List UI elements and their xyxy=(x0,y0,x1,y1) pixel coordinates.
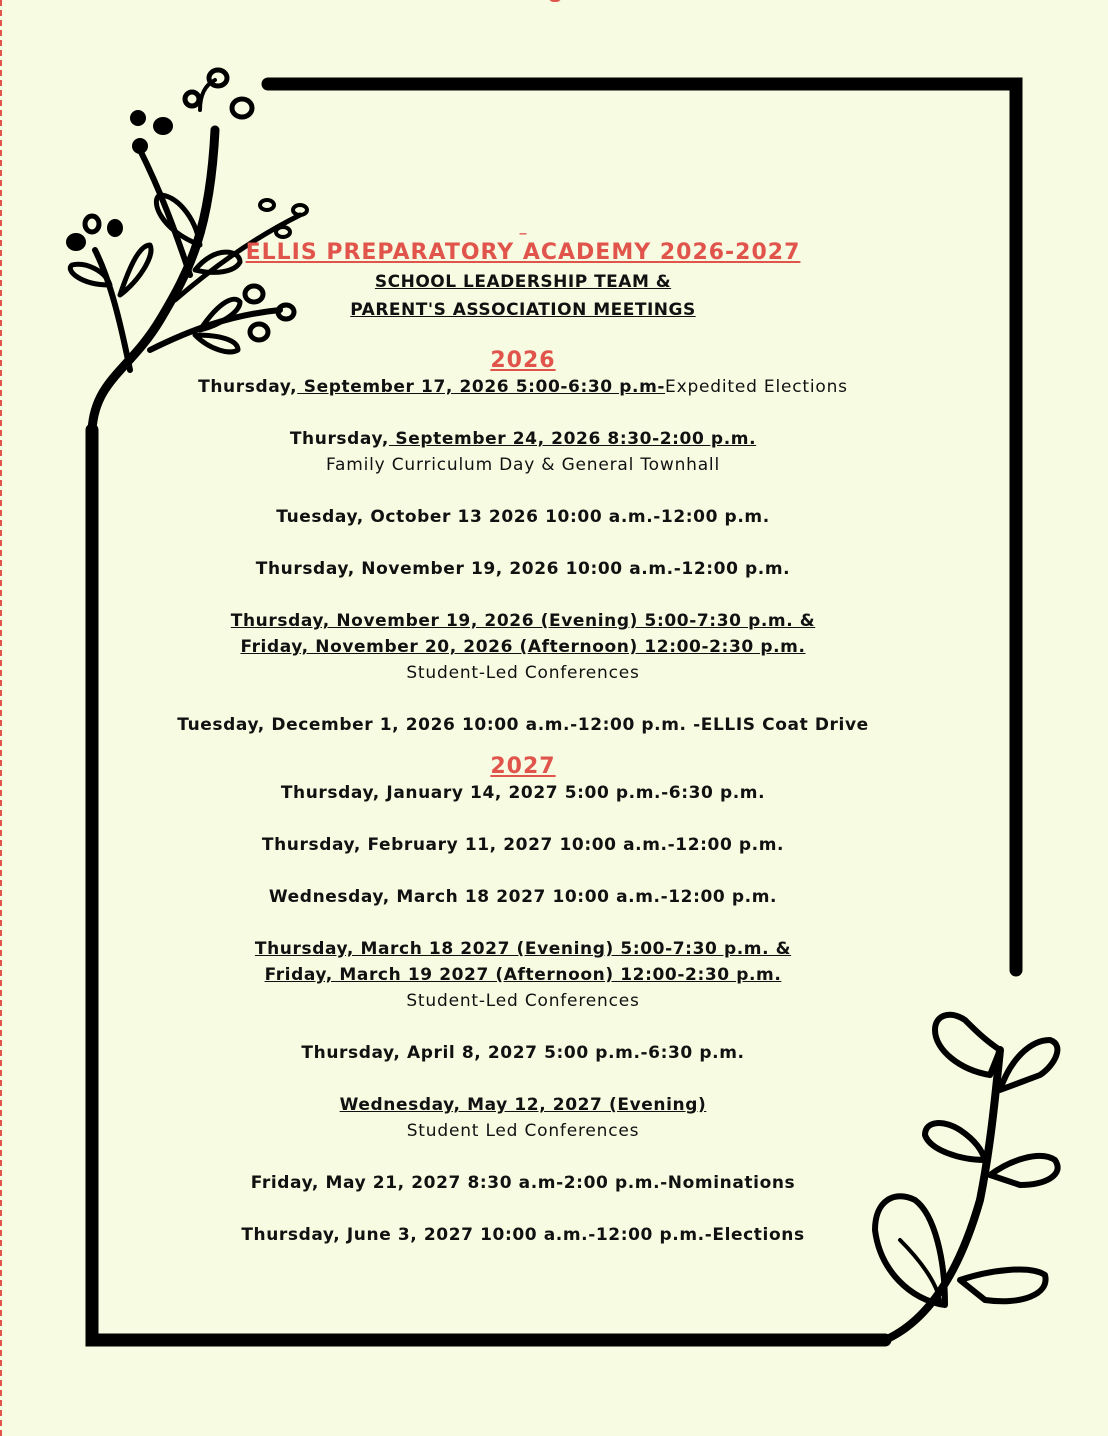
meeting-date: Friday, March 19 2027 (Afternoon) 12:00-2:30 p.m. xyxy=(264,965,782,985)
meeting-entry xyxy=(90,374,956,400)
meeting-date: September 17, 2026 5:00-6:30 p.m- xyxy=(297,377,666,397)
meeting-entry: Tuesday, December 1, 2026 10:00 a.m.-12:00 p.m. -ELLIS Coat Drive xyxy=(177,715,869,735)
meeting-entry xyxy=(90,936,956,1014)
meeting-note: Student Led Conferences xyxy=(406,1121,640,1141)
meeting-date: September 24, 2026 8:30-2:00 p.m. xyxy=(388,429,757,449)
meeting-entry: Tuesday, October 13 2026 10:00 a.m.-12:00 p.m. xyxy=(276,507,770,527)
meeting-note: Student-Led Conferences xyxy=(406,991,640,1011)
meeting-day: Thursday, xyxy=(198,377,298,397)
meeting-entry: Thursday, February 11, 2027 10:00 a.m.-12:00 p.m. xyxy=(261,835,785,855)
year-heading-2026: 2026 xyxy=(490,348,556,373)
meeting-entry xyxy=(90,426,956,478)
meeting-date: Wednesday, May 12, 2027 (Evening) xyxy=(339,1095,707,1115)
year-heading-2027: 2027 xyxy=(490,754,556,779)
meeting-entry: Thursday, June 3, 2027 10:00 a.m.-12:00 p.m.-Elections xyxy=(241,1225,805,1245)
subtitle-line-2: PARENT'S ASSOCIATION MEETINGS xyxy=(350,300,696,320)
page-title: ELLIS PREPARATORY ACADEMY 2026-2027 xyxy=(245,240,801,265)
meeting-entry: Friday, May 21, 2027 8:30 a.m-2:00 p.m.-Nominations xyxy=(250,1173,796,1193)
meeting-entry: Wednesday, March 18 2027 10:00 a.m.-12:00 p.m. xyxy=(268,887,778,907)
schedule-content xyxy=(90,220,956,1248)
meeting-date: Thursday, March 18 2027 (Evening) 5:00-7:30 p.m. & xyxy=(254,939,792,959)
header-dash: _ xyxy=(519,219,527,235)
meeting-note: Expedited Elections xyxy=(665,377,848,397)
meeting-entry: Thursday, November 19, 2026 10:00 a.m.-12:00 p.m. xyxy=(255,559,791,579)
subtitle-line-1: SCHOOL LEADERSHIP TEAM & xyxy=(374,272,672,292)
meeting-entry xyxy=(90,1092,956,1144)
meeting-date: Friday, November 20, 2026 (Afternoon) 12:00-2:30 p.m. xyxy=(240,637,806,657)
meeting-day: Thursday, xyxy=(289,429,389,449)
meeting-entry xyxy=(90,608,956,686)
meeting-entry: Thursday, January 14, 2027 5:00 p.m.-6:30 p.m. xyxy=(280,783,766,803)
meeting-date: Thursday, November 19, 2026 (Evening) 5:00-7:30 p.m. & xyxy=(230,611,816,631)
meeting-note: Student-Led Conferences xyxy=(406,663,640,683)
meeting-entry: Thursday, April 8, 2027 5:00 p.m.-6:30 p.m. xyxy=(301,1043,745,1063)
meeting-note: Family Curriculum Day & General Townhall xyxy=(326,455,720,475)
